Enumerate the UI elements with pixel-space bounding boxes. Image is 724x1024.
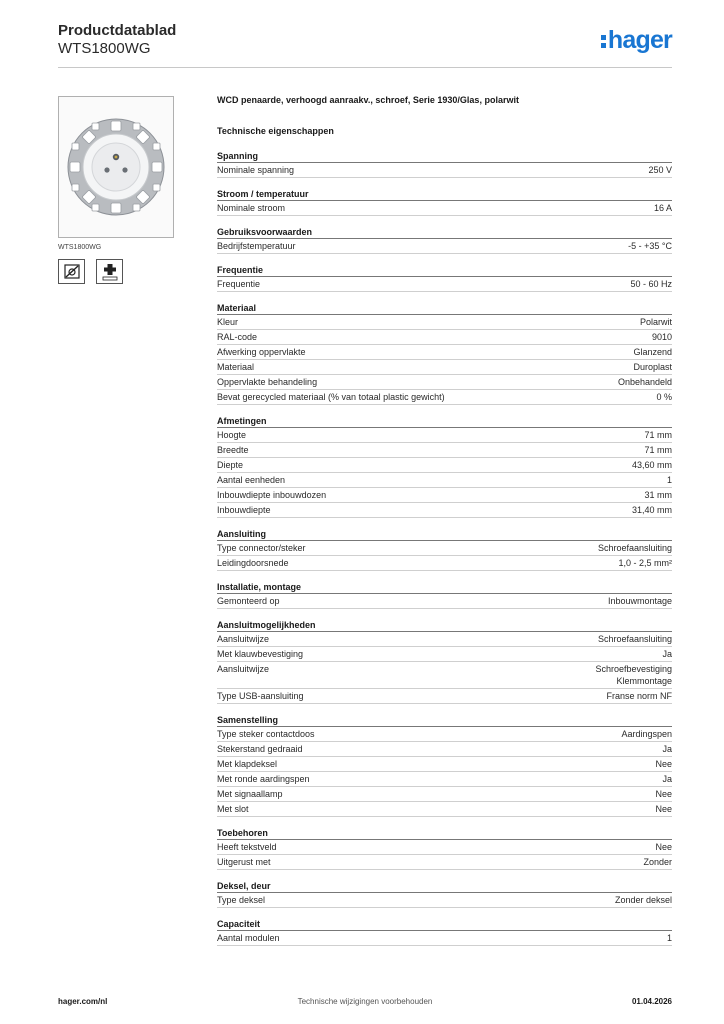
section-title: Capaciteit [217,917,672,931]
spec-row [217,541,672,556]
spec-section [217,301,672,405]
product-image [58,96,174,238]
spec-row [217,772,672,787]
page-header [58,22,672,68]
spec-row [217,647,672,662]
section-title: Aansluitmogelijkheden [217,618,672,632]
spec-section [217,149,672,178]
spec-value: 1,0 - 2,5 mm² [618,558,672,568]
spec-label: Frequentie [217,279,261,289]
spec-value: 50 - 60 Hz [630,279,672,289]
spec-label: Stekerstand gedraaid [217,744,303,754]
spec-row [217,239,672,254]
spec-label: Aantal modulen [217,933,280,943]
spec-row [217,345,672,360]
spec-value: Ja [662,774,672,784]
certification-symbols [58,259,174,284]
spec-value: Zonder [643,857,672,867]
product-visual-column [58,96,174,284]
spec-value: Schroefbevestiging Klemmontage [595,664,672,686]
logo-text: hager [607,25,672,54]
spec-value: Onbehandeld [617,377,672,387]
spec-section [217,263,672,292]
doc-title: Productdatablad [58,22,177,39]
spec-label: Heeft tekstveld [217,842,277,852]
spec-label: Gemonteerd op [217,596,280,606]
product-description: WCD penaarde, verhoogd aanraakv., schroef, Serie 1930/Glas, polarwit [217,95,519,105]
spec-value: 71 mm [644,445,672,455]
spec-label: Type USB-aansluiting [217,691,304,701]
section-title: Gebruiksvoorwaarden [217,225,672,239]
spec-label: Inbouwdiepte [217,505,271,515]
spec-label: Bevat gerecycled materiaal (% van totaal plastic gewicht) [217,392,445,402]
spec-value: Ja [662,744,672,754]
spec-column [217,93,672,946]
spec-row [217,840,672,855]
spec-label: Oppervlakte behandeling [217,377,318,387]
spec-value: 1 [666,475,672,485]
section-title: Frequentie [217,263,672,277]
footer-date: 01.04.2026 [631,997,672,1006]
spec-value: 9010 [651,332,672,342]
spec-row [217,855,672,870]
spec-label: Met klapdeksel [217,759,278,769]
spec-sections [217,149,672,946]
spec-value: Aardingspen [621,729,672,739]
spec-row [217,556,672,571]
spec-label: Nominale spanning [217,165,295,175]
spec-section [217,414,672,518]
section-title: Afmetingen [217,414,672,428]
spec-row [217,315,672,330]
spec-value: -5 - +35 °C [628,241,672,251]
spec-row [217,163,672,178]
spec-label: Met slot [217,804,249,814]
spec-label: Met ronde aardingspen [217,774,310,784]
spec-row [217,375,672,390]
spec-value: Nee [655,842,672,852]
spec-value: Polarwit [639,317,672,327]
spec-row [217,742,672,757]
spec-row [217,787,672,802]
spec-label: Breedte [217,445,249,455]
spec-row [217,201,672,216]
no-screwdriver-icon [58,259,85,284]
section-title: Stroom / temperatuur [217,187,672,201]
spec-value: Franse norm NF [606,691,672,701]
spec-row [217,931,672,946]
spec-row [217,360,672,375]
spec-value: Zonder deksel [614,895,672,905]
spec-row [217,689,672,704]
section-title: Samenstelling [217,713,672,727]
section-title: Installatie, montage [217,580,672,594]
spec-value: Duroplast [633,362,672,372]
spec-section [217,527,672,571]
spec-label: Materiaal [217,362,255,372]
spec-section [217,618,672,704]
plus-label-icon [96,259,123,284]
spec-value: 31,40 mm [631,505,672,515]
spec-row [217,662,672,689]
spec-row [217,757,672,772]
spec-value: Ja [662,649,672,659]
spec-value: Glanzend [633,347,672,357]
spec-label: Uitgerust met [217,857,271,867]
spec-value: 71 mm [644,430,672,440]
spec-label: Met klauwbevestiging [217,649,304,659]
section-title: Aansluiting [217,527,672,541]
spec-label: Bedrijfstemperatuur [217,241,296,251]
spec-value: 250 V [648,165,672,175]
spec-value: 1 [666,933,672,943]
hager-logo [601,26,672,54]
spec-label: Aansluitwijze [217,664,270,674]
spec-row [217,458,672,473]
spec-section [217,917,672,946]
spec-row [217,594,672,609]
spec-row [217,503,672,518]
section-title: Materiaal [217,301,672,315]
spec-value: Nee [655,759,672,769]
spec-value: Inbouwmontage [607,596,672,606]
spec-section [217,826,672,870]
tech-properties-title: Technische eigenschappen [217,126,334,136]
spec-row [217,330,672,345]
spec-label: Type deksel [217,895,266,905]
spec-value: Schroefaansluiting [597,543,672,553]
spec-section [217,879,672,908]
spec-label: Hoogte [217,430,247,440]
spec-label: Aansluitwijze [217,634,270,644]
spec-label: RAL-code [217,332,258,342]
image-caption: WTS1800WG [58,244,102,251]
spec-label: Inbouwdiepte inbouwdozen [217,490,327,500]
spec-label: Type steker contactdoos [217,729,315,739]
spec-row [217,727,672,742]
logo-dots-icon [601,35,606,48]
spec-row [217,488,672,503]
spec-value: Nee [655,804,672,814]
spec-label: Leidingdoorsnede [217,558,289,568]
spec-row [217,893,672,908]
spec-value: 16 A [653,203,672,213]
spec-row [217,443,672,458]
section-title: Deksel, deur [217,879,672,893]
spec-value: Schroefaansluiting [597,634,672,644]
spec-value: 0 % [656,392,672,402]
section-title: Toebehoren [217,826,672,840]
spec-label: Afwerking oppervlakte [217,347,306,357]
spec-row [217,277,672,292]
spec-value: 31 mm [644,490,672,500]
spec-value: Nee [655,789,672,799]
spec-value: 43,60 mm [631,460,672,470]
spec-row [217,428,672,443]
footer-website: hager.com/nl [58,997,108,1006]
socket-outlet-illustration [64,115,168,219]
section-title: Spanning [217,149,672,163]
spec-row [217,632,672,647]
spec-section [217,713,672,817]
spec-row [217,473,672,488]
spec-label: Met signaallamp [217,789,283,799]
spec-section [217,580,672,609]
spec-label: Kleur [217,317,239,327]
product-code: WTS1800WG [58,40,151,57]
spec-label: Type connector/steker [217,543,306,553]
spec-row [217,802,672,817]
spec-section [217,187,672,216]
spec-label: Aantal eenheden [217,475,286,485]
spec-label: Nominale stroom [217,203,286,213]
spec-label: Diepte [217,460,244,470]
spec-section [217,225,672,254]
footer-disclaimer: Technische wijzigingen voorbehouden [297,997,433,1006]
spec-row [217,390,672,405]
